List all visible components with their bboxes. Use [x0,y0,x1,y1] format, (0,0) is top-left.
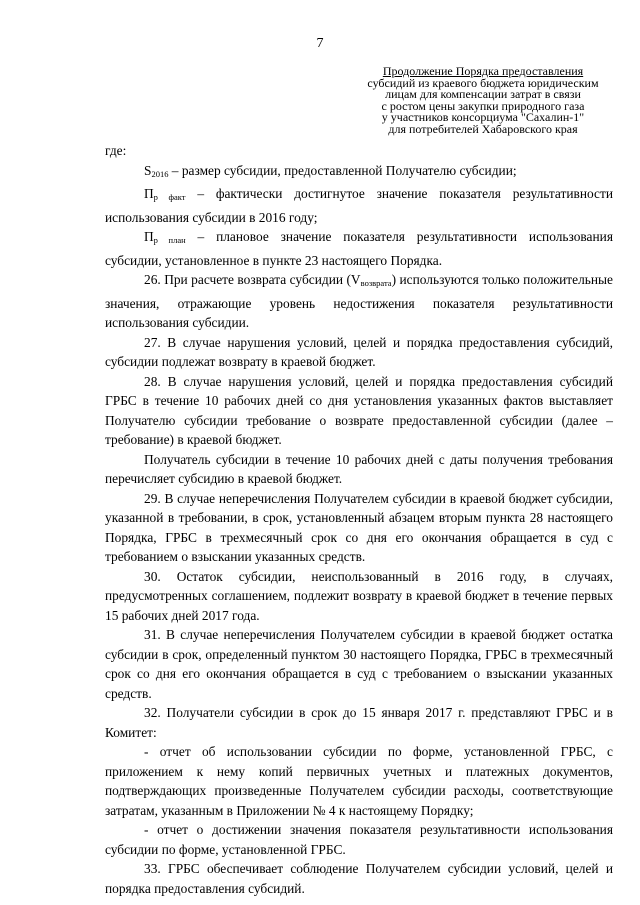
header-line: с ростом цены закупки природного газа [381,98,585,113]
paragraph-30: 30. Остаток субсидии, неиспользованный в 2016 году, в случаях, предусмотренных соглашением, подлежит возврату в краевой бюджет в течение первых 15 рабочих дней 2017 года. [105,568,613,623]
page-number: 7 [316,36,324,51]
definition-text: – размер субсидии, предоставленной Получателю субсидии; [168,162,517,178]
paragraph-text: 26. При расчете возврата субсидии (V [144,272,361,287]
paragraph-32-item-1: - отчет об использовании субсидии по форме, установленной ГРБС, с приложением к нему копий первичных учетных и платежных документов, подтверждающих произведенные Получателем субсидии расходы, соответствующие затратам, указанным в Приложении № 4 к настоящему Порядку; [105,744,613,818]
header-line: для потребителей Хабаровского края [388,121,578,136]
definition-text: – плановое значение показателя результативности использования субсидии, установленное в пункте 23 настоящего Порядка. [105,229,613,268]
paragraph-26 [105,270,613,333]
paragraph-27: 27. В случае нарушения условий, целей и порядка предоставления субсидий, субсидии подлежат возврату в краевой бюджет. [105,334,613,369]
definition-s2016 [105,161,613,185]
paragraph-28: 28. В случае нарушения условий, целей и порядка предоставления субсидий ГРБС в течение 10 рабочих дней со дня установления указанных фактов выставляет Получателю субсидии требование о возврате предоставленной субсидии (далее – требование) в краевой бюджет. [105,373,613,447]
subscript: р факт [153,192,186,202]
paragraph-text: ) используются только положительные значения, отражающие уровень недостижения показателя результативности использования субсидии. [105,272,613,330]
symbol: П [144,229,154,244]
paragraph-31: 31. В случае неперечисления Получателем субсидии в краевой бюджет остатка субсидии в срок, определенный пунктом 30 настоящего Порядка, ГРБС в трехмесячный срок со дня его окончания обращается в суд с требованием о взыскании указанных средств. [105,627,613,701]
header-line: субсидий из краевого бюджета юридическим [367,75,599,90]
where-label: где: [105,143,127,158]
definition-text: – фактически достигнутое значение показателя результативности использования субсидии в 2016 году; [105,186,613,225]
definition-p-plan [105,227,613,270]
definition-p-fact [105,184,613,227]
paragraph-33: 33. ГРБС обеспечивает соблюдение Получателем субсидии условий, целей и порядка предоставления субсидий. [105,861,613,896]
symbol: П [144,186,154,201]
symbol: S [144,162,152,178]
header-line: лицам для компенсации затрат в связи [385,87,581,101]
subscript: возврата [360,278,392,288]
subscript: 2016 [151,168,169,179]
continuation-header [363,66,603,135]
header-line: у участников консорциума "Сахалин-1" [381,110,585,124]
paragraph-29: 29. В случае неперечисления Получателем субсидии в краевой бюджет субсидии, указанной в требовании, в срок, установленный абзацем вторым пункта 28 настоящего Порядка, ГРБС в трехмесячный срок со дня его окончания обращается в суд с требованием о взыскании указанных средств. [105,490,613,564]
paragraph-32-item-2: - отчет о достижении значения показателя результативности использования субсидии по форме, установленной ГРБС. [105,822,613,857]
header-line: Продолжение Порядка предоставления [382,64,584,78]
paragraph-32: 32. Получатели субсидии в срок до 15 января 2017 г. представляют ГРБС и в Комитет: [105,705,613,740]
document-body [105,141,613,898]
subscript: р план [153,235,186,245]
paragraph-28-second: Получатель субсидии в течение 10 рабочих дней с даты получения требования перечисляет субсидию в краевой бюджет. [105,451,613,486]
